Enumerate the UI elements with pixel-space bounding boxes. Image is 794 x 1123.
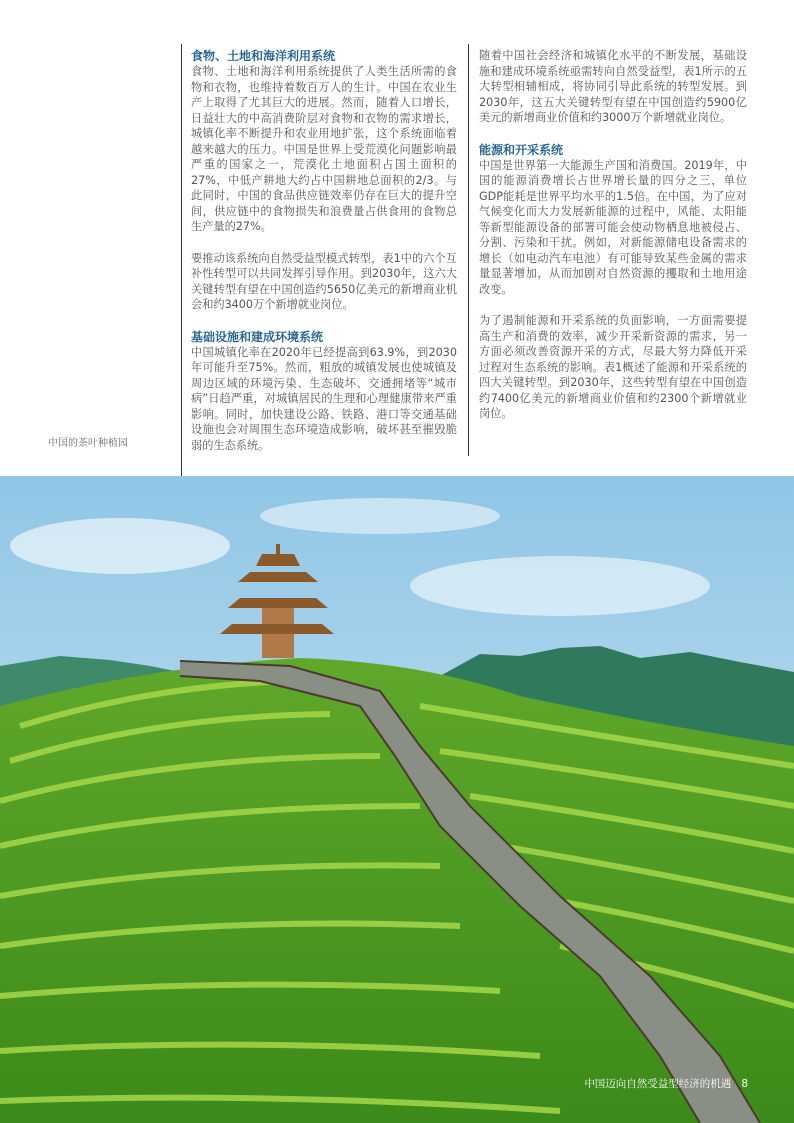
paragraph: 随着中国社会经济和城镇化水平的不断发展，基础设施和建成环境系统亟需转向自然受益型，表1所示的五大转型相辅相成，将协同引导此系统的转型发展。到2030年，这五大关键转型有望在中国创造约5900亿美元的新增商业价值和约3000万个新增就业岗位。 — [479, 49, 747, 124]
column-divider-middle — [468, 44, 469, 456]
right-column — [479, 48, 747, 422]
footer-title: 中国迈向自然受益型经济的机遇 — [584, 1078, 732, 1090]
column-divider-left — [181, 44, 182, 476]
paragraph: 中国城镇化率在2020年已经提高到63.9%，到2030年可能升至75%。然而，粗放的城镇发展也使城镇及周边区域的环境污染、生态破坏、交通拥堵等“城市病”日趋严重，对城镇居民的生理和心理健康带来严重影响。同时，加快建设公路、铁路、港口等交通基础设施也会对周围生态环境造成影响，破坏甚至摧毁脆弱的生态系统。 — [191, 345, 457, 452]
page-number: 8 — [741, 1078, 748, 1090]
paragraph: 食物、土地和海洋利用系统提供了人类生活所需的食物和衣物，也维持着数百万人的生计。中国在农业生产上取得了尤其巨大的进展。然而，随着人口增长，日益壮大的中高消费阶层对食物和衣物的需求增长，城镇化率不断提升和农业用地扩张，这个系统面临着越来越大的压力。中国是世界上受荒漠化问题影响最严重的国家之一，荒漠化土地面积占国土面积的27%，中低产耕地大约占中国耕地总面积的2/3。与此同时，中国的食品供应链效率仍存在巨大的提升空间，供应链中的食物损失和浪费量占供食用的食物总生产量的27%。 — [191, 65, 457, 233]
text-area — [0, 0, 794, 476]
section-title-infrastructure: 基础设施和建成环境系统 — [191, 329, 324, 344]
paragraph: 为了遏制能源和开采系统的负面影响，一方面需要提高生产和消费的效率，减少开采新资源的需求，另一方面必须改善资源开采的方式，尽最大努力降低开采过程对生态系统的影响。表1概述了能源和开采系统的四大关键转型。到2030年，这些转型有望在中国创造约7400亿美元的新增商业价值和约2300个新增就业岗位。 — [479, 314, 747, 420]
photo-caption: 中国的茶叶种植园 — [48, 438, 128, 449]
section-title-food-land-ocean: 食物、土地和海洋利用系统 — [191, 49, 336, 63]
paragraph: 中国是世界第一大能源生产国和消费国。2019年，中国的能源消费增长占世界增长量的四分之三，单位GDP能耗是世界平均水平的1.5倍。在中国，为了应对气候变化而大力发展新能源的过程中，风能、太阳能等新型能源设备的部署可能会使动物栖息地被侵占、分割、污染和干扰。例如，对新能源储电设备需求的增长（如电动汽车电池）有可能导致某些金属的需求量显著增加，从而加剧对自然资源的攫取和土地用途改变。 — [479, 158, 747, 296]
paragraph: 要推动该系统向自然受益型模式转型，表1中的六个互补性转型可以共同发挥引导作用。到2030年，这六大关键转型有望在中国创造约5650亿美元的新增商业机会和约3400万个新增就业岗位。 — [191, 251, 457, 311]
section-title-energy-extraction: 能源和开采系统 — [479, 142, 564, 157]
left-column — [191, 48, 457, 453]
page-footer — [584, 1076, 748, 1091]
tea-plantation-photo — [0, 476, 794, 1123]
